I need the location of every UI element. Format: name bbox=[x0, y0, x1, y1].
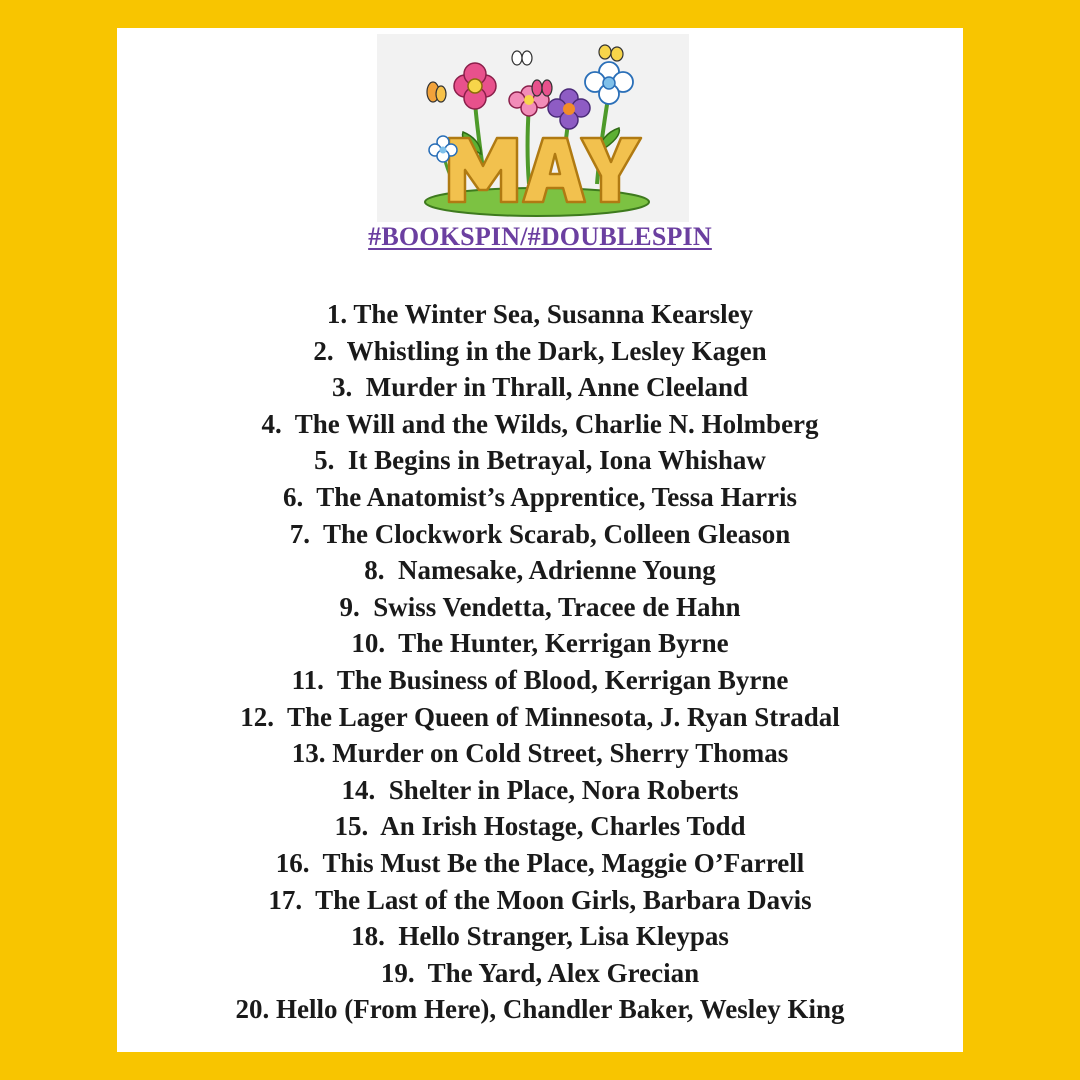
book-list-item: 3. Murder in Thrall, Anne Cleeland bbox=[331, 372, 749, 403]
book-list-item: 14. Shelter in Place, Nora Roberts bbox=[341, 774, 739, 805]
book-list-item: 8. Namesake, Adrienne Young bbox=[364, 555, 716, 586]
book-list-item: 6. The Anatomist’s Apprentice, Tessa Harris bbox=[282, 481, 798, 512]
book-list-item: 13. Murder on Cold Street, Sherry Thomas bbox=[291, 738, 789, 769]
book-list-item: 20. Hello (From Here), Chandler Baker, Wesley King bbox=[235, 994, 845, 1025]
book-list-item: 4. The Will and the Wilds, Charlie N. Holmberg bbox=[261, 408, 819, 439]
content-card bbox=[117, 28, 963, 1052]
may-flowers-clipart bbox=[377, 34, 689, 222]
may-flowers-illustration bbox=[377, 34, 689, 222]
butterfly-icon bbox=[427, 82, 446, 102]
pink-flower-icon bbox=[454, 63, 496, 109]
book-list-item: 1. The Winter Sea, Susanna Kearsley bbox=[326, 299, 754, 329]
book-list-item: 16. This Must Be the Place, Maggie O’Farrell bbox=[275, 847, 805, 878]
book-list-item: 17. The Last of the Moon Girls, Barbara Davis bbox=[268, 884, 812, 915]
book-list-item: 5. It Begins in Betrayal, Iona Whishaw bbox=[314, 445, 766, 476]
book-list-item: 7. The Clockwork Scarab, Colleen Gleason bbox=[289, 518, 791, 549]
book-list-item: 9. Swiss Vendetta, Tracee de Hahn bbox=[339, 591, 741, 622]
book-list-item: 12. The Lager Queen of Minnesota, J. Ryan Stradal bbox=[240, 701, 840, 732]
book-list-item: 15. An Irish Hostage, Charles Todd bbox=[334, 811, 746, 842]
book-list-item: 19. The Yard, Alex Grecian bbox=[380, 957, 700, 988]
book-list-item: 18. Hello Stranger, Lisa Kleypas bbox=[351, 921, 729, 952]
book-list-item: 11. The Business of Blood, Kerrigan Byrne bbox=[291, 664, 789, 695]
book-list-item: 2. Whistling in the Dark, Lesley Kagen bbox=[313, 335, 767, 366]
bookspin-hashtag-heading: #BOOKSPIN/#DOUBLESPIN bbox=[368, 222, 712, 251]
book-list-item: 10. The Hunter, Kerrigan Byrne bbox=[351, 628, 729, 659]
book-list bbox=[117, 296, 963, 1028]
